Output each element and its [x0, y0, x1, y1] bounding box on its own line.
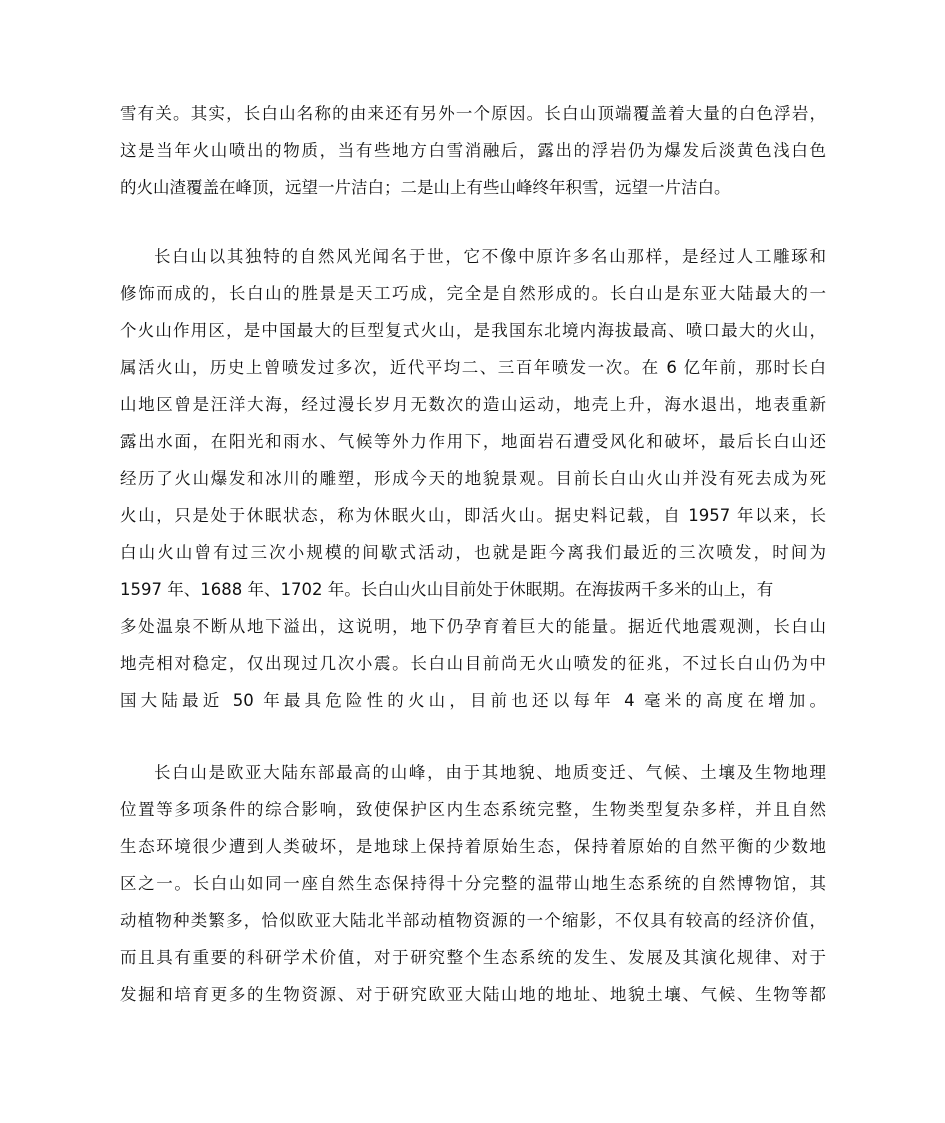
- text-line: 多处温泉不断从地下溢出，这说明，地下仍孕育着巨大的能量。据近代地震观测，长白山: [120, 617, 826, 636]
- text-line: 1597 年、1688 年、1702 年。长白山火山目前处于休眠期。在海拔两千多米的山上，有: [120, 580, 774, 599]
- text-line: 位置等多项条件的综合影响，致使保护区内生态系统完整，生物类型复杂多样，并且自然: [120, 800, 826, 819]
- text-line: 火山，只是处于休眠状态，称为休眠火山，即活火山。据史料记载，自 1957 年以来，长: [120, 506, 826, 525]
- text-line: 长白山以其独特的自然风光闻名于世，它不像中原许多名山那样，是经过人工雕琢和: [154, 247, 826, 266]
- text-line: 动植物种类繁多，恰似欧亚大陆北半部动植物资源的一个缩影，不仅具有较高的经济价值，: [120, 911, 826, 930]
- text-line: 发掘和培育更多的生物资源、对于研究欧亚大陆山地的地址、地貌土壤、气候、生物等都: [120, 985, 826, 1004]
- text-line: 山地区曾是汪洋大海，经过漫长岁月无数次的造山运动，地壳上升，海水退出，地表重新: [120, 395, 826, 414]
- text-line: 地壳相对稳定，仅出现过几次小震。长白山目前尚无火山喷发的征兆，不过长白山仍为中: [120, 654, 826, 673]
- text-line: 这是当年火山喷出的物质，当有些地方白雪消融后，露出的浮岩仍为爆发后淡黄色浅白色: [120, 141, 826, 160]
- text-line: 的火山渣覆盖在峰顶，远望一片洁白；二是山上有些山峰终年积雪，远望一片洁白。: [120, 178, 731, 197]
- text-line: 雪有关。其实，长白山名称的由来还有另外一个原因。长白山顶端覆盖着大量的白色浮岩，: [120, 104, 826, 123]
- text-line: 生态环境很少遭到人类破坏，是地球上保持着原始生态，保持着原始的自然平衡的少数地: [120, 837, 826, 856]
- text-line: 露出水面，在阳光和雨水、气候等外力作用下，地面岩石遭受风化和破坏，最后长白山还: [120, 432, 826, 451]
- text-line: [120, 725, 826, 751]
- text-line: 区之一。长白山如同一座自然生态保持得十分完整的温带山地生态系统的自然博物馆，其: [120, 874, 826, 893]
- text-line: 白山火山曾有过三次小规模的间歇式活动，也就是距今离我们最近的三次喷发，时间为: [120, 543, 826, 562]
- text-line: 个火山作用区，是中国最大的巨型复式火山，是我国东北境内海拔最高、喷口最大的火山，: [120, 321, 826, 340]
- text-line: 修饰而成的，长白山的胜景是天工巧成，完全是自然形成的。长白山是东亚大陆最大的一: [120, 284, 826, 303]
- text-line: 属活火山，历史上曾喷发过多次，近代平均二、三百年喷发一次。在 6 亿年前，那时长白: [120, 358, 826, 377]
- text-line: 经历了火山爆发和冰川的雕塑，形成今天的地貌景观。目前长白山火山并没有死去成为死: [120, 469, 826, 488]
- text-line: 国大陆最近 50 年最具危险性的火山，目前也还以每年 4 毫米的高度在增加。: [120, 691, 826, 710]
- text-line: 而且具有重要的科研学术价值，对于研究整个生态系统的发生、发展及其演化规律、对于: [120, 948, 826, 967]
- text-line: 长白山是欧亚大陆东部最高的山峰，由于其地貌、地质变迁、气候、土壤及生物地理: [154, 763, 826, 782]
